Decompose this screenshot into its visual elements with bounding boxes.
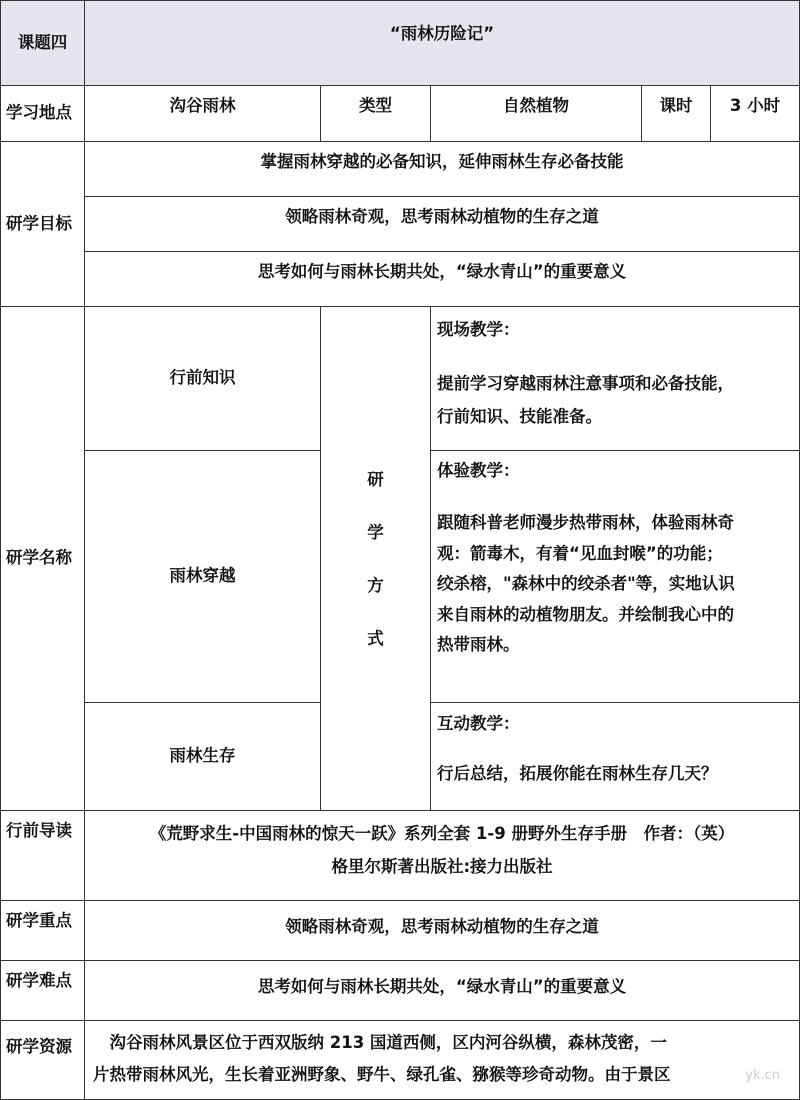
activity-desc-line: 热带雨林。 <box>437 630 795 661</box>
location-label-cell <box>0 85 85 142</box>
reading-line: 格里尔斯著出版社:接力出版社 <box>85 850 799 883</box>
activity-desc-line: 观：箭毒木，有着“见血封喉”的功能； <box>437 539 795 570</box>
reading-line: 《荒野求生-中国雨林的惊天一跃》系列全套 1-9 册野外生存手册 作者：（英） <box>85 817 799 850</box>
hours-value-cell <box>710 85 800 142</box>
resources-label: 研学资源 <box>6 1039 72 1056</box>
location-value-cell <box>84 85 321 142</box>
teaching-mode: 现场教学： <box>437 315 795 345</box>
activity-desc-line: 提前学习穿越雨林注意事项和必备技能， <box>437 367 795 400</box>
type-value: 自然植物 <box>503 98 569 115</box>
reading-label-cell <box>0 810 85 901</box>
header-label: 课题四 <box>18 35 68 52</box>
activity-name-cell <box>84 450 321 703</box>
header-title-cell <box>84 0 800 86</box>
activity-detail-cell <box>430 306 800 451</box>
activity-desc-line: 绞杀榕，"森林中的绞杀者"等，实地认识 <box>437 569 795 600</box>
goals-label: 研学目标 <box>6 216 72 233</box>
focus-label: 研学重点 <box>6 913 72 930</box>
reading-label: 行前导读 <box>6 823 72 840</box>
method-char: 学 <box>367 506 384 559</box>
resources-line: 沟谷雨林风景区位于西双版纳 213 国道西侧，区内河谷纵横，森林茂密，一 <box>93 1027 799 1059</box>
activity-detail-cell <box>430 450 800 703</box>
difficulty-label-cell <box>0 960 85 1021</box>
activity-desc-line: 跟随科普老师漫步热带雨林，体验雨林奇 <box>437 508 795 539</box>
type-value-cell <box>430 85 642 142</box>
goal-text: 领略雨林奇观，思考雨林动植物的生存之道 <box>285 209 599 226</box>
activity-desc-line: 来自雨林的动植物朋友。并绘制我心中的 <box>437 600 795 631</box>
activity-name-cell <box>84 702 321 811</box>
activity-name: 行前知识 <box>170 370 236 387</box>
goal-item <box>84 141 800 197</box>
goals-label-cell <box>0 141 85 307</box>
focus-cell <box>84 900 800 961</box>
names-label-cell <box>0 306 85 811</box>
resources-line: 片热带雨林风光，生长着亚洲野象、野牛、绿孔雀、猕猴等珍奇动物。由于景区 <box>93 1059 799 1091</box>
page-title: “雨林历险记” <box>390 26 494 43</box>
header-label-cell <box>0 0 85 86</box>
resources-label-cell <box>0 1020 85 1100</box>
goal-text: 掌握雨林穿越的必备知识，延伸雨林生存必备技能 <box>261 154 624 171</box>
method-char: 式 <box>367 612 384 665</box>
resources-cell <box>84 1020 800 1100</box>
focus-value: 领略雨林奇观，思考雨林动植物的生存之道 <box>285 919 599 936</box>
teaching-mode: 体验教学： <box>437 456 795 486</box>
activity-name-cell <box>84 306 321 451</box>
goal-item <box>84 196 800 252</box>
goal-item <box>84 251 800 307</box>
type-label: 类型 <box>359 98 392 115</box>
method-char: 方 <box>367 559 384 612</box>
location-label: 学习地点 <box>6 105 72 122</box>
difficulty-cell <box>84 960 800 1021</box>
activity-detail-cell <box>430 702 800 811</box>
activity-name: 雨林生存 <box>170 748 236 765</box>
location-value: 沟谷雨林 <box>170 98 236 115</box>
method-cell <box>320 306 431 811</box>
watermark: yk.cn <box>745 1068 780 1083</box>
hours-label: 课时 <box>660 98 693 115</box>
type-label-cell <box>320 85 431 142</box>
hours-label-cell <box>641 85 711 142</box>
activity-desc-line: 行后总结，拓展你能在雨林生存几天？ <box>437 759 795 789</box>
activity-desc-line: 行前知识、技能准备。 <box>437 400 795 433</box>
focus-label-cell <box>0 900 85 961</box>
method-char: 研 <box>367 453 384 506</box>
activity-name: 雨林穿越 <box>170 568 236 585</box>
hours-value: 3 小时 <box>730 98 780 115</box>
difficulty-value: 思考如何与雨林长期共处，“绿水青山”的重要意义 <box>258 979 626 996</box>
difficulty-label: 研学难点 <box>6 973 72 990</box>
reading-cell <box>84 810 800 901</box>
names-label: 研学名称 <box>6 550 72 567</box>
goal-text: 思考如何与雨林长期共处，“绿水青山”的重要意义 <box>258 264 626 281</box>
teaching-mode: 互动教学： <box>437 709 795 739</box>
